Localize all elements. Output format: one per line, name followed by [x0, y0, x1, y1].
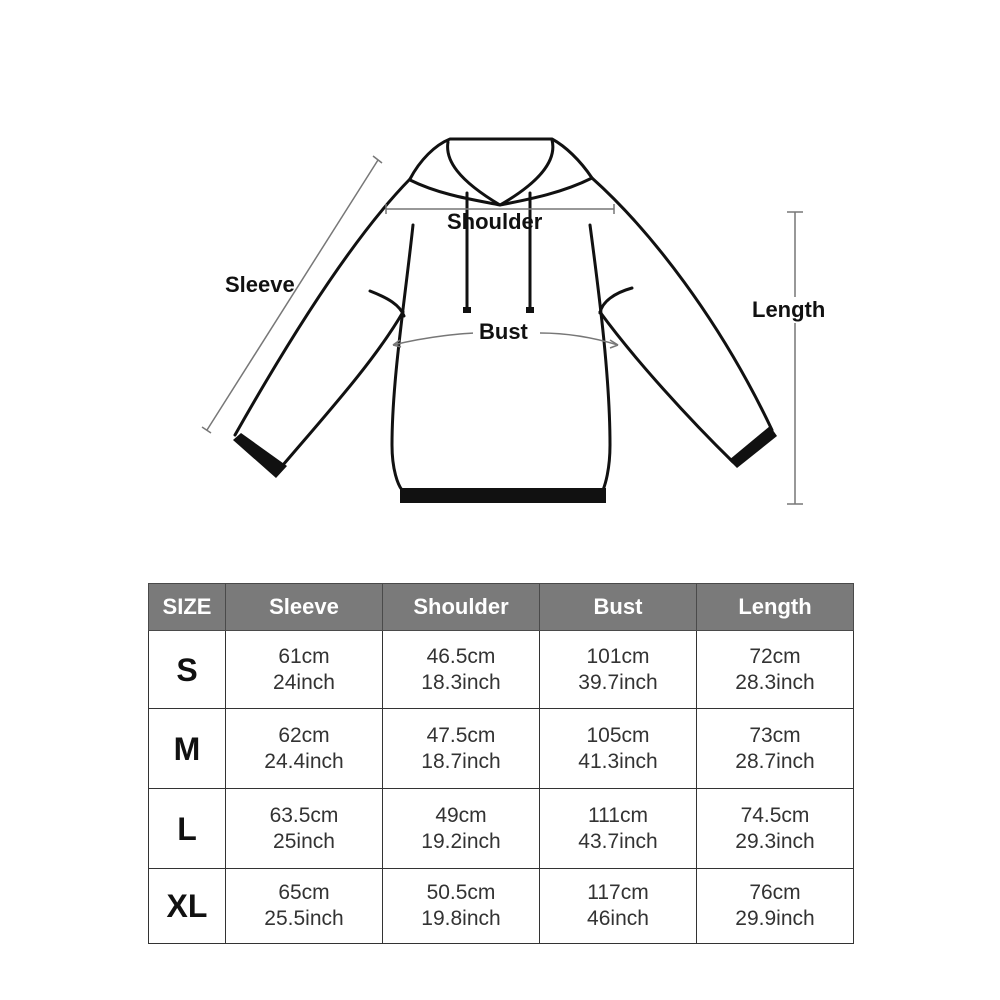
inch-value: 24.4inch [264, 749, 344, 773]
right-cuff [729, 426, 777, 468]
bust-cell [540, 631, 697, 709]
cm-value: 111cm [588, 803, 648, 827]
length-cell [697, 709, 854, 789]
inch-value: 25inch [273, 829, 335, 853]
drawstring-tip-right [526, 307, 534, 313]
length-cell [697, 789, 854, 869]
cm-value: 62cm [278, 723, 330, 747]
hood-outline [410, 139, 592, 179]
header-length: Length [697, 584, 854, 631]
inch-value: 18.3inch [421, 670, 501, 694]
left-armpit [370, 291, 404, 316]
size-cell: M [149, 709, 226, 789]
table-header-row [149, 584, 854, 631]
shoulder-cell [383, 631, 540, 709]
inch-value: 28.7inch [735, 749, 815, 773]
size-chart-table [148, 583, 854, 944]
left-cuff [233, 433, 287, 478]
cm-value: 101cm [586, 644, 650, 668]
table-row [149, 631, 854, 709]
cm-value: 63.5cm [269, 803, 339, 827]
right-sleeve-inner [600, 312, 733, 462]
header-shoulder: Shoulder [383, 584, 540, 631]
right-body-side [590, 225, 610, 490]
sleeve-cell [226, 789, 383, 869]
inch-value: 18.7inch [421, 749, 501, 773]
inch-value: 25.5inch [264, 907, 344, 930]
table-row [149, 789, 854, 869]
inch-value: 29.3inch [735, 829, 815, 853]
inch-value: 24inch [273, 670, 335, 694]
header-sleeve: Sleeve [226, 584, 383, 631]
inch-value: 19.8inch [421, 907, 501, 930]
hood-inner [448, 140, 553, 205]
bust-cell [540, 869, 697, 944]
shoulder-cell [383, 869, 540, 944]
cm-value: 72cm [749, 644, 801, 668]
table-row [149, 869, 854, 944]
sleeve-label: Sleeve [225, 272, 295, 297]
neckline [410, 178, 592, 205]
cm-value: 61cm [278, 644, 330, 668]
header-bust: Bust [540, 584, 697, 631]
cm-value: 73cm [749, 723, 801, 747]
inch-value: 29.9inch [735, 907, 815, 930]
cm-value: 117cm [587, 881, 649, 904]
cm-value: 65cm [278, 881, 330, 904]
right-sleeve-outer [592, 178, 772, 430]
sleeve-cell [226, 869, 383, 944]
sleeve-cell [226, 709, 383, 789]
bust-cell [540, 789, 697, 869]
cm-value: 47.5cm [426, 723, 496, 747]
left-sleeve-inner [283, 312, 403, 465]
inch-value: 19.2inch [421, 829, 501, 853]
inch-value: 41.3inch [578, 749, 658, 773]
length-label: Length [752, 297, 826, 322]
shoulder-cell [383, 789, 540, 869]
shoulder-label: Shoulder [447, 209, 543, 234]
cm-value: 74.5cm [740, 803, 810, 827]
size-cell: L [149, 789, 226, 869]
size-cell: S [149, 631, 226, 709]
cm-value: 105cm [586, 723, 650, 747]
size-cell: XL [149, 869, 226, 944]
bust-label: Bust [473, 319, 534, 345]
length-cell [697, 631, 854, 709]
left-body-side [392, 225, 413, 490]
sleeve-cell [226, 631, 383, 709]
waist-band [400, 488, 606, 503]
inch-value: 46inch [587, 907, 649, 930]
shoulder-cell [383, 709, 540, 789]
cm-value: 46.5cm [426, 644, 496, 668]
inch-value: 39.7inch [578, 670, 658, 694]
inch-value: 28.3inch [735, 670, 815, 694]
inch-value: 43.7inch [578, 829, 658, 853]
right-armpit [600, 288, 632, 313]
table-row [149, 709, 854, 789]
cm-value: 76cm [749, 881, 801, 904]
bust-cell [540, 709, 697, 789]
left-sleeve-outer [235, 179, 410, 435]
cm-value: 50.5cm [426, 881, 496, 904]
header-size: SIZE [149, 584, 226, 631]
drawstring-tip-left [463, 307, 471, 313]
cm-value: 49cm [435, 803, 487, 827]
hoodie-outline [235, 139, 772, 490]
length-cell [697, 869, 854, 944]
